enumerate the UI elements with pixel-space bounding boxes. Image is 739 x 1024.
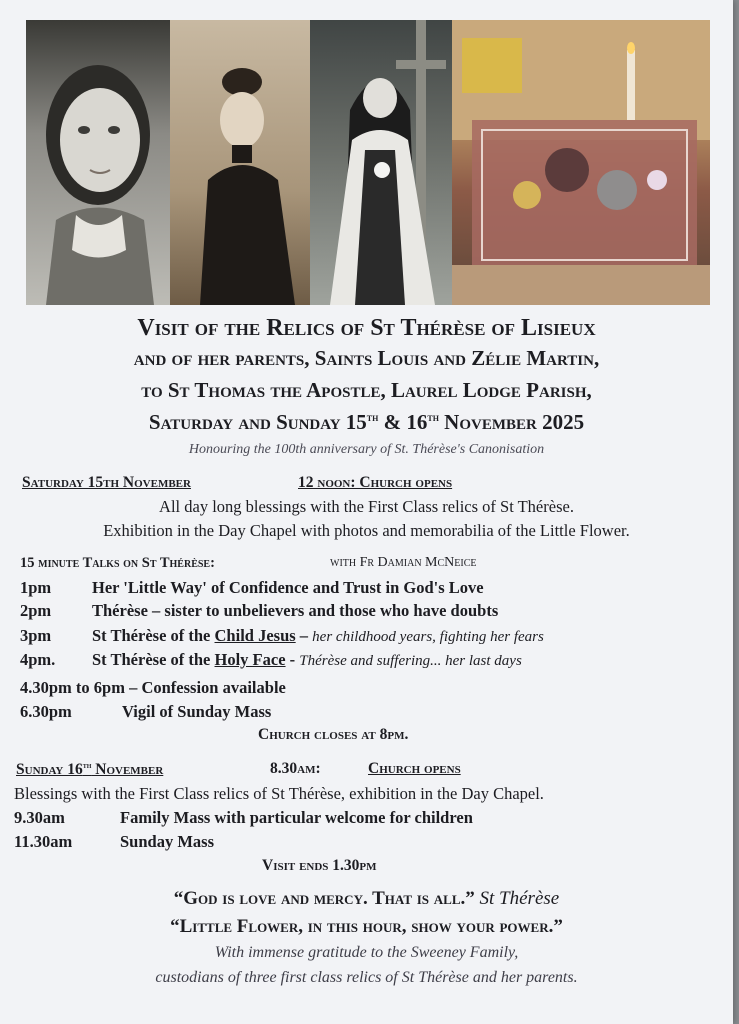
saturday-line-2: Exhibition in the Day Chapel with photos and memorabilia of the Little Flower. [103,521,630,540]
visit-ends: Visit ends 1.30pm [262,857,377,874]
mass-title: Sunday Mass [120,832,214,851]
mass-time: 9.30am [14,808,65,827]
thanks-line-2: custodians of three first class relics of St Thérèse and her parents. [155,969,578,986]
thanks-line-1: With immense gratitude to the Sweeney Family, [214,944,519,961]
talk-title: Her 'Little Way' of Confidence and Trust in God's Love [92,578,484,597]
confession-line: 4.30pm to 6pm – Confession available [20,678,286,697]
talks-heading: 15 minute Talks on St Thérèse: [20,555,215,571]
title-line-3: to St Thomas the Apostle, Laurel Lodge Parish, [141,378,592,402]
talks-speaker: with Fr Damian McNeice [330,555,477,570]
talk-title: St Thérèse of the Child Jesus – her childhood years, fighting her fears [92,626,544,645]
talk-time: 2pm [20,601,52,620]
saturday-heading: Saturday 15th November [22,474,191,491]
saturday-line-1: All day long blessings with the First Class relics of St Thérèse. [159,497,574,516]
sunday-opens: Church opens [368,760,461,777]
sunday-line-1: Blessings with the First Class relics of St Thérèse, exhibition in the Day Chapel. [14,784,544,803]
young-woman-portrait [170,20,310,305]
vigil-label: Vigil of Sunday Mass [122,702,272,721]
talk-time: 1pm [20,578,52,597]
sunday-heading: Sunday 16th November [16,760,164,779]
mass-time: 11.30am [14,832,73,851]
photo-strip [26,20,710,305]
church-closes: Church closes at 8pm. [258,726,409,743]
talk-time: 4pm. [20,650,56,669]
relics-reliquary-photo [452,20,710,305]
title-line-1: Visit of the Relics of St Thérèse of Lisieux [137,315,596,341]
mass-title: Family Mass with particular welcome for children [120,808,473,827]
title-line-4: Saturday and Sunday 15th & 16th November 2025 [148,410,585,434]
nun-with-cross-portrait [310,20,452,305]
child-portrait [26,20,170,305]
quote-1: “God is love and mercy. That is all.” St Thérèse [173,888,560,909]
talk-title: Thérèse – sister to unbelievers and those who have doubts [92,601,499,620]
sunday-opens-time: 8.30am: [270,760,321,777]
talk-title: St Thérèse of the Holy Face - Thérèse and suffering... her last days [92,650,522,669]
quote-2: “Little Flower, in this hour, show your power.” [170,916,563,937]
vigil-time: 6.30pm [20,702,72,721]
subtitle: Honouring the 100th anniversary of St. Thérèse's Canonisation [188,442,545,457]
title-line-2: and of her parents, Saints Louis and Zélie Martin, [133,346,600,370]
saturday-opens: 12 noon: Church opens [298,474,453,491]
talk-time: 3pm [20,626,52,645]
